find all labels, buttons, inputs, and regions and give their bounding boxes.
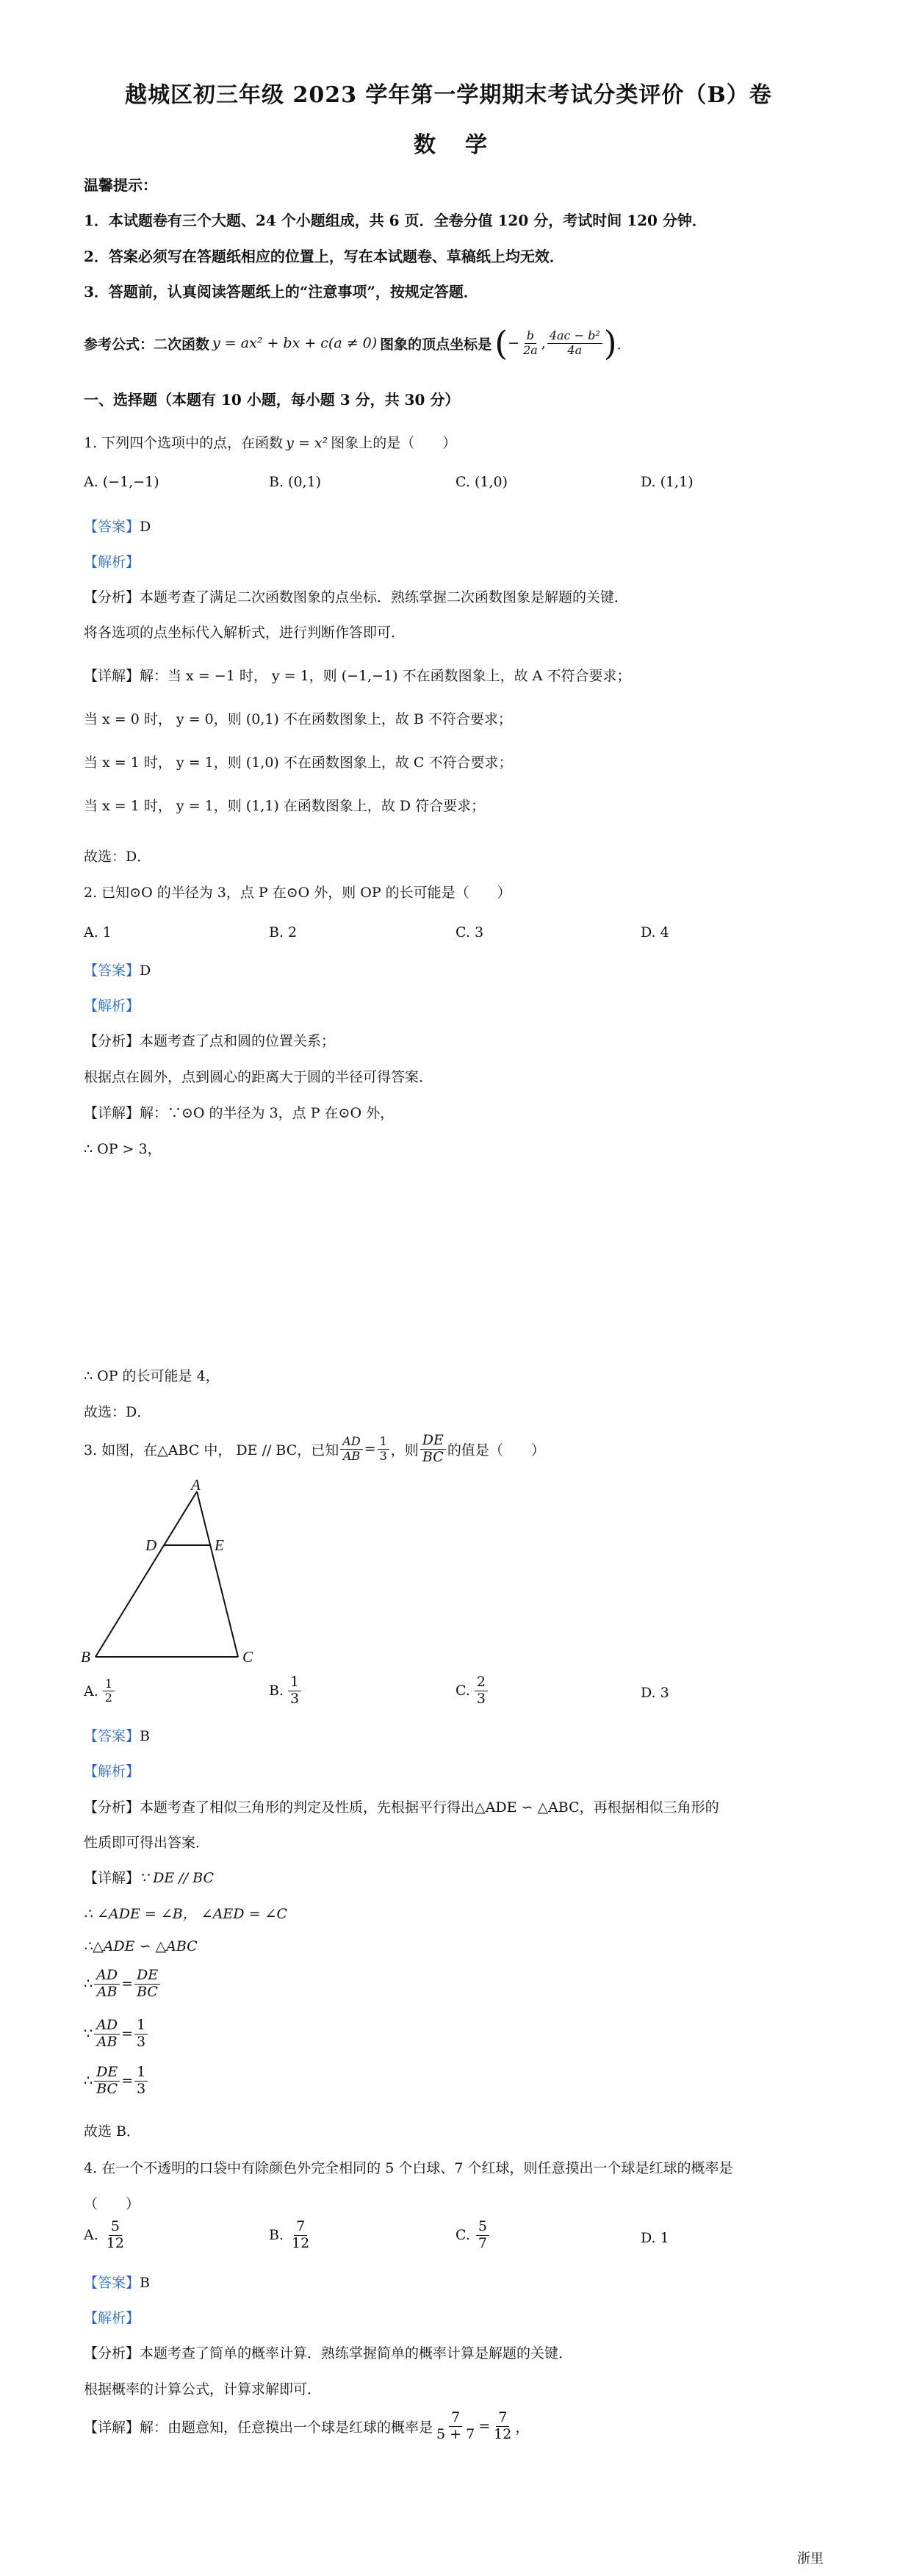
formula-b: b [525,329,536,343]
q3-analysis-2: 性质即可得出答案． [84,1835,210,1851]
q1-option-d: D. (1,1) [641,474,694,490]
q4-analysis: 【分析】本题考查了简单的概率计算．熟练掌握简单的概率计算是解题的关键． [84,2345,573,2361]
vertex-c-label: C [242,1648,253,1666]
q3-explain-label: 【解析】 [84,1763,140,1780]
q1-option-a: A. (−1,−1) [84,474,159,490]
q3-result-step: ∴ $\frac{DE}{BC}$ = $\frac{1}{3}$ [84,2065,149,2098]
q4-option-a: A. $\frac{5}{12}$ [84,2218,124,2251]
triangle-figure [81,1477,272,1668]
q3-detail: 【详解】∵ DE // BC [84,1870,214,1886]
q1-conclusion: 故选：D． [84,849,151,865]
section-heading: 一、选择题（本题有 10 小题，每小题 3 分，共 30 分） [84,391,460,409]
notice-item-1: 1．本试题卷有三个大题、24 个小题组成，共 6 页．全卷分值 120 分，考试时间 120 分钟． [84,212,707,229]
q3-step: ∴ ∠ADE = ∠B， ∠AED = ∠C [84,1906,287,1922]
reference-formula: 参考公式：二次函数 y = ax² + bx + c(a ≠ 0) 图象的顶点坐标是 ( − $\frac{b}{2a}$ , $\frac{\text{4ac − b²}}{4a}$ ) ． [84,323,631,363]
q3-answer: 【答案】B [84,1728,150,1744]
q1-detail: 【详解】解：当 x = −1 时， y = 1，则 (−1,−1) 不在函数图象上，故 A 不符合要求； [84,668,631,684]
q1-step: 当 x = 0 时， y = 0，则 (0,1) 不在函数图象上，故 B 不符合要求； [84,711,512,727]
formula-expression: y = ax² + bx + c(a ≠ 0) [212,335,378,351]
page-title: 越城区初三年级 2023 学年第一学期期末考试分类评价（B）卷 [125,82,772,108]
q2-detail: 【详解】解：∵⊙O 的半径为 3，点 P 在⊙O 外， [84,1105,395,1121]
q3-option-b: B. $\frac{1}{3}$ [269,1674,303,1708]
point-d-label: D [145,1536,157,1554]
q2-option-a: A. 1 [84,924,112,940]
point-e-label: E [215,1536,224,1554]
q2-option-b: B. 2 [269,924,298,940]
notice-heading: 温馨提示： [84,176,157,194]
vertex-a-label: A [191,1477,201,1494]
formula-2a: 2a [523,342,538,357]
q4-option-b: B. $\frac{7}{12}$ [269,2218,310,2251]
q1-step: 当 x = 1 时， y = 1，则 (1,1) 在函数图象上，故 D 符合要求； [84,798,486,814]
q3-step: ∴△ADE ∽ △ABC [84,1938,198,1954]
q2-option-c: C. 3 [455,924,484,940]
q3-ratio-step: ∴ $\frac{AD}{AB}$ = $\frac{DE}{BC}$ [84,1968,162,2001]
q3-stem: 3. 如图，在△ABC 中， DE // BC，已知 $\frac{AD}{AB}$ = $\frac{1}{3}$ ，则 $\frac{DE}{BC}$ 的值是（ ） [84,1432,545,1465]
q1-analysis-2: 将各选项的点坐标代入解析式，进行判断作答即可． [84,625,406,641]
notice-item-2: 2．答案必须写在答题纸相应的位置上，写在本试题卷、草稿纸上均无效． [84,248,564,265]
q1-step: 当 x = 1 时， y = 1，则 (1,0) 不在函数图象上，故 C 不符合要求； [84,755,513,771]
q4-stem-2: （ ） [84,2196,140,2212]
subject-title: 数学 [414,132,516,158]
q2-analysis-2: 根据点在圆外，点到圆心的距离大于圆的半径可得答案． [84,1069,433,1085]
q2-step: ∴ OP 的长可能是 4， [84,1368,220,1384]
vertex-b-label: B [81,1648,90,1666]
q2-conclusion: 故选：D． [84,1404,151,1420]
q4-analysis-2: 根据概率的计算公式，计算求解即可． [84,2381,322,2397]
q2-answer: 【答案】D [84,963,151,979]
formula-4a: 4a [567,342,583,357]
q3-given-step: ∵ $\frac{AD}{AB}$ = $\frac{1}{3}$ [84,2018,149,2051]
q1-option-b: B. (0,1) [269,474,322,490]
q2-stem: 2. 已知⊙O 的半径为 3，点 P 在⊙O 外，则 OP 的长可能是（ ） [84,885,511,901]
q3-analysis: 【分析】本题考查了相似三角形的判定及性质，先根据平行得出△ADE ∽ △ABC，再根据相似三角形的 [84,1799,719,1816]
footer-watermark: 浙里 [797,2551,824,2566]
q1-answer: 【答案】D [84,519,151,535]
formula-prefix: 参考公式：二次函数 [84,336,210,353]
q2-step: ∴ OP > 3， [84,1141,162,1157]
notice-item-3: 3．答题前，认真阅读答题纸上的“注意事项”，按规定答题． [84,283,478,301]
q1-stem: 1. 下列四个选项中的点，在函数 y = x² 图象上的是（ ） [84,435,457,451]
q1-option-c: C. (1,0) [455,474,508,490]
q2-explain-label: 【解析】 [84,998,140,1014]
q3-option-d: D. 3 [641,1685,669,1701]
q1-analysis: 【分析】本题考查了满足二次函数图象的点坐标．熟练掌握二次函数图象是解题的关键． [84,589,629,605]
side-ab [96,1492,197,1657]
formula-mid: 图象的顶点坐标是 [380,336,492,353]
q2-analysis: 【分析】本题考查了点和圆的位置关系； [84,1033,336,1049]
side-ac [197,1492,238,1657]
q3-option-a: A. $\frac{1}{2}$ [84,1677,116,1705]
q4-answer: 【答案】B [84,2275,150,2291]
q4-stem: 4. 在一个不透明的口袋中有除颜色外完全相同的 5 个白球、7 个红球，则任意摸出一个球是红球的概率是 [84,2160,733,2176]
q4-detail: 【详解】 解：由题意知，任意摸出一个球是红球的概率是 $\frac{7}{5 + 7}$ = $\frac{7}{12}$ ， [84,2409,530,2442]
q3-conclusion: 故选 B． [84,2123,141,2140]
q1-function: y = x² [286,435,328,451]
q3-option-c: C. $\frac{2}{3}$ [455,1674,489,1708]
formula-4ac: 4ac − b² [547,329,602,343]
q1-explain-label: 【解析】 [84,554,140,570]
q2-option-d: D. 4 [641,924,669,940]
q4-explain-label: 【解析】 [84,2310,140,2326]
q4-option-c: C. $\frac{5}{7}$ [455,2219,491,2252]
q4-option-d: D. 1 [641,2230,669,2246]
